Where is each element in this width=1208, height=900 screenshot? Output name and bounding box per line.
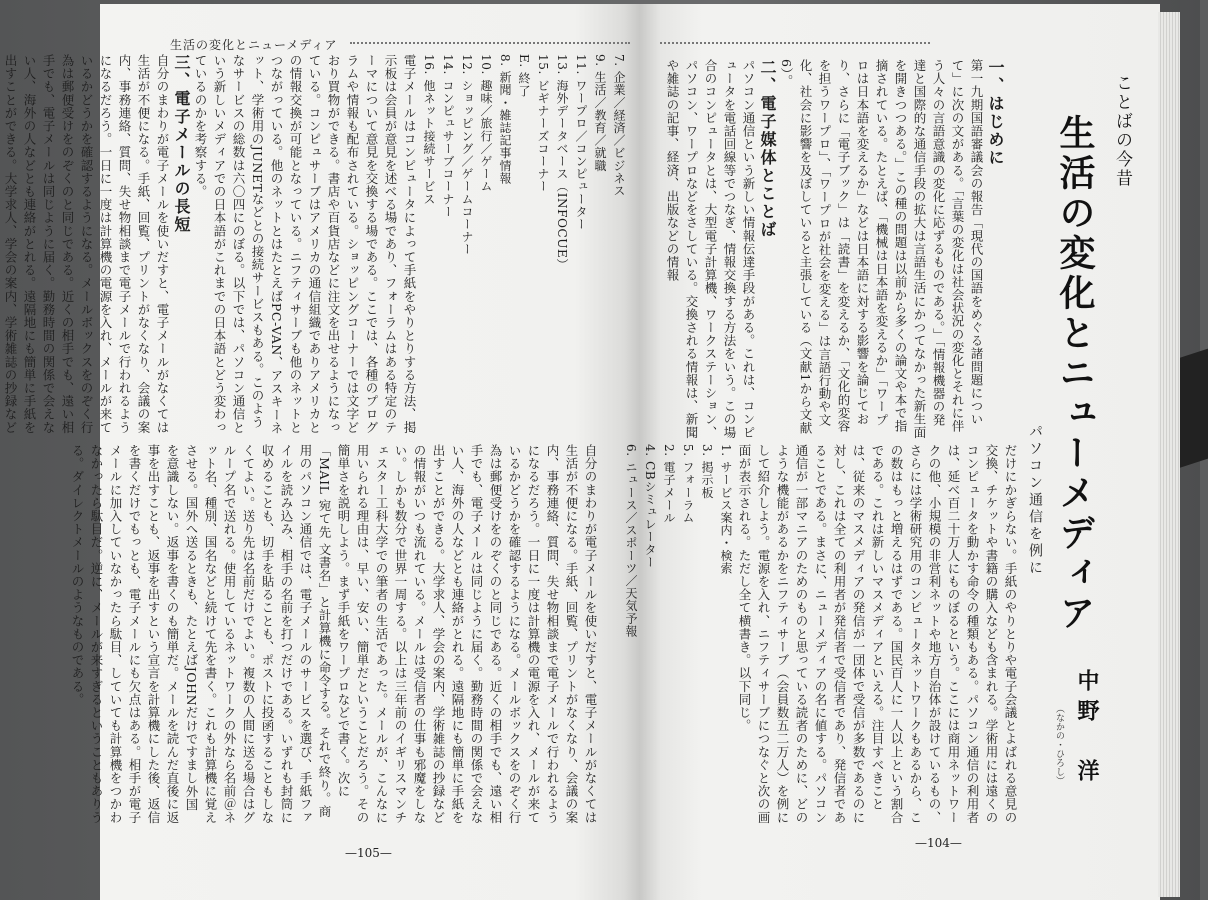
body-paragraph: 第一九期国語審議会の報告「現代の国語をめぐる諸問題について」に次の文がある。「言葉の変化は社会状況の変化とそれに伴う人々の言語意識の変化に応ずるものである。」「情報機器の発達と国際的な通信手段の拡大は言語生活にかつてなかった新生面を開きつつある。」この種の問題は以前から多くの論文や本で指摘されている。たとえば、「機械は日本語を変えるか」「ワープロは日本語を変えるか」などは日本語に対する影響を論じており、さらに「電子ブック」は「読書」を変えるか、「文化的変容を担うワープロ」、「ワープロが社会を変える」は言語行動や文化、社会に影響を及ぼしていると主張している（文献1から文献6）。 bbox=[779, 59, 984, 439]
menu-item: 3. 掲示板 bbox=[700, 444, 714, 499]
section-heading: 一、はじめに bbox=[986, 59, 1005, 167]
menu-list-left bbox=[419, 54, 628, 439]
menu-item: 15. ビギナーズコーナー bbox=[536, 54, 550, 193]
menu-item: E. 終了 bbox=[517, 54, 531, 98]
menu-item: 5. フォーラム bbox=[681, 444, 695, 525]
body-paragraph: パソコン通信という新しい情報伝達手段がある。これは、コンピュータを電話回線等でつなぎ、情報交換する方法をいう。この場合のコンピュータとは、大型電子計算機、ワークステーション、パソコン、ワープロなどをさしている。交換される情報は、新聞や雑誌の記事、経済、出版などの情報 bbox=[665, 59, 756, 439]
article-title: 生活の変化とニューメディア bbox=[1054, 114, 1096, 634]
left-page bbox=[3, 4, 640, 900]
dotted-rule bbox=[660, 42, 930, 44]
series-title: ことばの今昔 bbox=[1112, 74, 1132, 188]
dotted-rule bbox=[350, 42, 630, 44]
section-heading: 二、電子媒体とことば bbox=[758, 59, 777, 239]
author-name: 中野 洋 bbox=[1074, 669, 1100, 789]
menu-item: 12. ショッピング／ゲームコーナー bbox=[460, 54, 474, 256]
article-subtitle: パソコン通信を例に bbox=[1027, 424, 1043, 577]
right-page bbox=[624, 4, 1160, 900]
menu-item: 2. 電子メール bbox=[662, 444, 676, 525]
menu-item: 13. 海外データベース（INFOCUE） bbox=[555, 54, 569, 271]
menu-item: 1. サービス案内・検索 bbox=[719, 444, 733, 575]
body-paragraph: だけにかぎらない。手紙のやりとりや電子会議とよばれる意見の交換、チケットや書籍の購入なども含まれる。学術用には遠くのコンピュータを動かす命令の種類もある。パソコン通信の利用者は、延べ百二十万人にものぼるという。ここには商用ネットワークの他、小規模の非営利ネットや地方自治体が設けているもの、さらには学術研究用のコンピュータネットワークもあるから、この数はもっと増えるはずである。国民百人に一人以上という割合である。これは新しいマスメディアといえる。注目すべきことは、従来のマスメディアの発信が一団体で受信が多数であるのに対し、これは全ての利用者が発信者で受信者であり、発信者であることである。まさに、ニューメディアの名に値する。パソコン通信が一部マニアのためのものと思っている読者のために、どのような機能があるかをニフティサーブ（会員数五二万人）を例にして紹介しよう。電源を入れ、ニフティサーブにつなぐと次の画面が表示される。ただし全て横書き。以下同じ。 bbox=[737, 444, 1018, 824]
menu-item: 10. 趣味／旅行／ゲーム bbox=[479, 54, 493, 193]
menu-item: 8. 新聞・雑誌記事情報 bbox=[498, 54, 512, 185]
menu-item: 16. 他ネット接続サービス bbox=[422, 54, 436, 206]
body-paragraph: 電子メールはコンピュータによって手紙をやりとりする方法、掲示板は会員が意見を述べる場であり、フォーラムはある特定のテーマについて意見を交換する場である。ここでは、各種のプログラムや情報も配布されている。ショッピングコーナーでは文字どおり買物ができる。書店や百貨店などに注文を出せるようになっている。コンピュサーブはアメリカの通信組織でありアメリカとの情報交換が可能となっている。ニフティサーブも他のネットとつながっている。他のネットとはたとえばPC-VAN、アスキーネット、学術用のJUNETなどとの接続サービスもある。このようなサービスの総数は六〇四にのぼる。以下では、パソコン通信という新しいメディアでの日本語がこれまでの日本語とどう変わっているのかを考察する。 bbox=[193, 54, 417, 435]
menu-item: 7. 企業／経済／ビジネス bbox=[612, 54, 626, 198]
menu-item: 6. ニュース／スポーツ／天気予報 bbox=[624, 444, 638, 638]
left-lower-text bbox=[70, 444, 600, 824]
menu-item: 9. 生活／教育／就職 bbox=[593, 54, 607, 172]
open-book bbox=[3, 4, 1175, 900]
menu-item: 14. コンピュサーブコーナー bbox=[441, 54, 455, 218]
section-heading: 三、電子メールの長短 bbox=[172, 54, 191, 234]
body-paragraph-continued: 自分のまわりが電子メールを使いだすと、電子メールがなくては生活が不便になる。手紙、回覧、プリントがなくなり、会議の案内、事務連絡、質問、失せ物相談まで電子メールで行われるようになるだろう。一日に一度は計算機の電源を入れ、メールが来ているかどうかを確認するようになる。メールボックスをのぞく行為は郵便受けをのぞくのと同じである。近くの相手でも、遠い相手でも、電子メールは同じように届く。勤務時間の関係で会えない人、海外の人などとも連絡がとれる。遠隔地にも簡単に手紙を出すことができる。大学求人、学会の案内、学術雑誌の抄録などの情報がいつも流れている。メールは受信者の仕事も邪魔をしない。しかも数分で世界一周する。以上は三年前のイギリスマンチェスター工科大学での筆者の生活であった。メールが、こんなに用いられる理由は、早い、安い、簡単だということだろう。その簡単さを説明しよう。まず手紙をワープロなどで書く。次に「MAIL 宛て先 文書名」と計算機に命令する。それで終り。商用のパソコン通信では、電子メールのサービスを選び、手紙ファイルを読み込み、相手の名前を打つだけである。いずれも封筒に収めることも、切手を貼ることも、ポストに投函することもしなくてよい。送り先は名前だけでよい。複数の人間に送る場合はグループ名で送れる。使用しているネットワークの外なら名前＠ネット名、種別、国名などと続けて先を書く。これも計算機に覚えさせる。国外へ送るときも、たとえばJOHNだけですまし外国を意識しない。返事を書くのも簡単だ。メールを読んだ直後に返事を出すことも、返事を出すという宣言を計算機にした後、返信を書くだけでもっとも、電子メールにも欠点はある。相手が電子メールに加入していなかったら駄目、していても計算機をつかわなかったら駄目だ。逆に、メールが来すぎるということもありうる。ダイレクトメールのようなものである。 bbox=[70, 444, 598, 824]
right-upper-text bbox=[660, 59, 1005, 439]
menu-item: 4. CBシミュレーター bbox=[643, 444, 657, 569]
running-head: 生活の変化とニューメディア bbox=[170, 38, 338, 52]
menu-item: 11. ワープロ／コンピューター bbox=[574, 54, 588, 231]
menu-list-right bbox=[621, 444, 735, 834]
body-paragraph: 自分のまわりが電子メールを使いだすと、電子メールがなくては生活が不便になる。手紙、回覧、プリントがなくなり、会議の案内、事務連絡、質問、失せ物相談まで電子メールで行われるようになるだろう。一日に一度は計算機の電源を入れ、メールが来ているかどうかを確認するようになる。メールボックスをのぞく行為は郵便受けをのぞくのと同じである。近くの相手でも、遠い相手でも、電子メールは同じように届く。勤務時間の関係で会えない人、海外の人などとも連絡がとれる。遠隔地にも簡単に手紙を出すことができる。大学求人、学会の案内、学術雑誌の抄録など bbox=[3, 54, 170, 434]
page-edges bbox=[1158, 12, 1180, 897]
author-reading: （なかの・ひろし） bbox=[1054, 704, 1064, 785]
page-number: —105— bbox=[345, 846, 392, 860]
right-lower-text bbox=[624, 444, 1020, 834]
left-upper-text bbox=[3, 54, 628, 439]
page-number: —104— bbox=[915, 836, 962, 850]
